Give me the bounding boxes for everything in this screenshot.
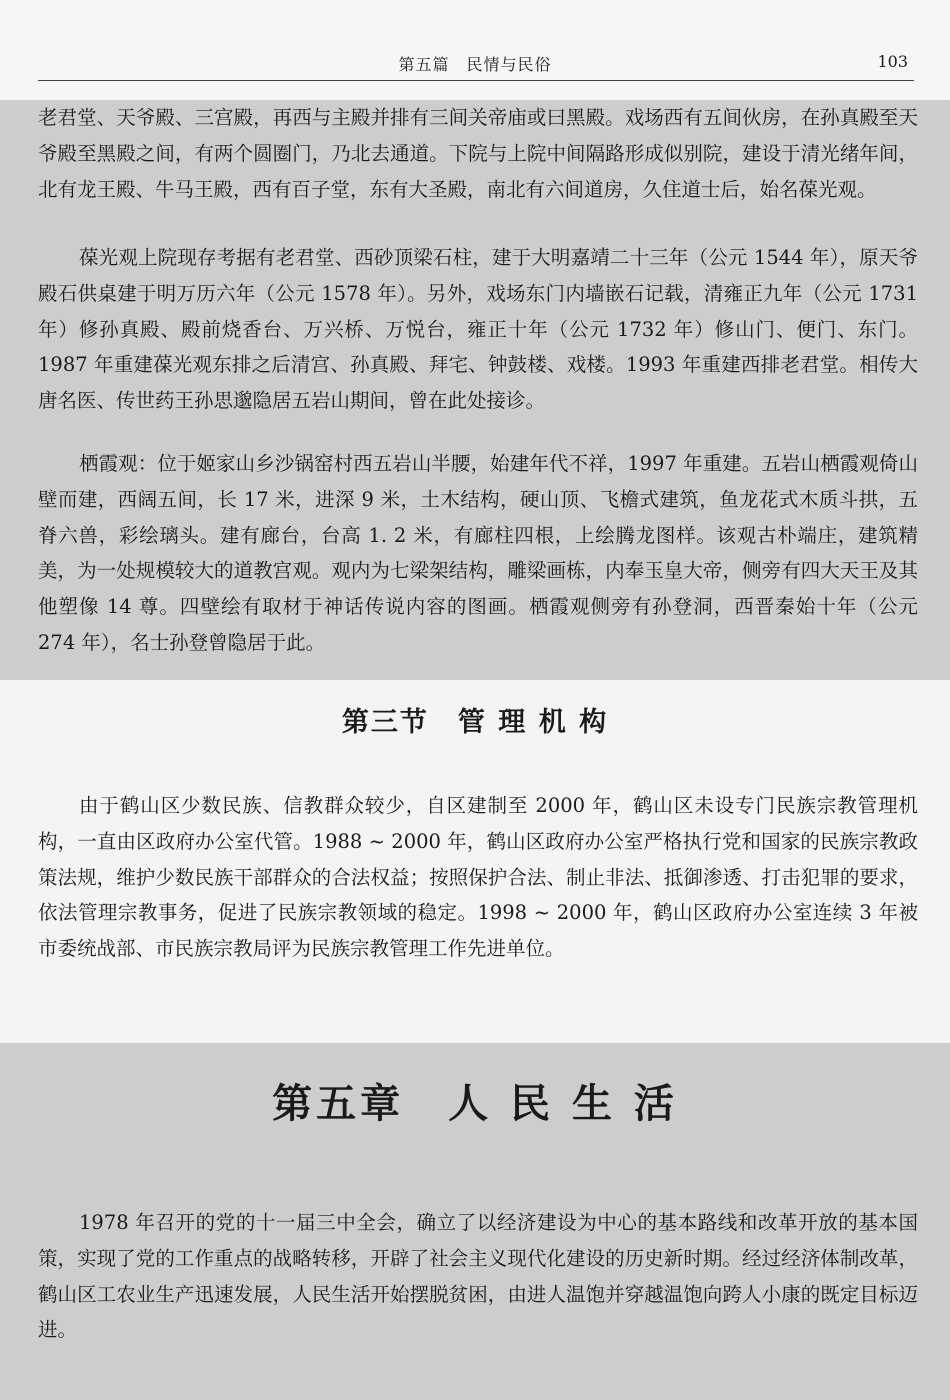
paragraph-qixia-temple: 栖霞观：位于姬家山乡沙锅窑村西五岩山半腰，始建年代不祥，1997 年重建。五岩山栖霞观倚山壁而建，西阔五间，长 17 米，进深 9 米，土木结构，硬山顶、飞檐式建筑，鱼龙花式木质斗拱，五脊六兽，彩绘璃头。建有廊台，台高 1. 2 米，有廊柱四根，上绘腾龙图样。该观古朴端庄，建筑精美，为一处规模较大的道教宫观。观内为七梁架结构，雕梁画栋，内奉玉皇大帝，侧旁有四大天王及其他塑像 14 尊。四壁绘有取材于神话传说内容的图画。栖霞观侧旁有孙登洞，西晋秦始十年（公元 274 年），名士孙登曾隐居于此。: [38, 452, 918, 654]
paragraph-management: 由于鹤山区少数民族、信教群众较少，自区建制至 2000 年，鹤山区未设专门民族宗教管理机构，一直由区政府办公室代管。1988 ~ 2000 年，鹤山区政府办公室严格执行党和国家的民族宗教政策法规，维护少数民族干部群众的合法权益；按照保护合法、制止非法、抵御渗透、打击犯罪的要求，依法管理宗教事务，促进了民族宗教领域的稳定。1998 ~ 2000 年，鹤山区政府办公室连续 3 年被市委统战部、市民族宗教局评为民族宗教管理工作先进单位。: [38, 794, 918, 961]
chapter-title: 第五章 人 民 生 活: [272, 1080, 678, 1127]
paragraph-people-life: 1978 年召开的党的十一届三中全会，确立了以经济建设为中心的基本路线和改革开放的基本国策，实现了党的工作重点的战略转移，开辟了社会主义现代化建设的历史新时期。经过经济体制改革，鹤山区工农业生产迅速发展，人民生活开始摆脱贫困，由进人温饱并穿越温饱向跨人小康的既定目标迈进。: [38, 1211, 918, 1342]
paragraph-baoguang-history: 葆光观上院现存考据有老君堂、西砂顶梁石柱，建于大明嘉靖二十三年（公元 1544 年），原天爷殿石供桌建于明万历六年（公元 1578 年）。另外，戏场东门内墙嵌石记载，清雍正九年（公元 1731 年）修孙真殿、殿前烧香台、万兴桥、万悦台，雍正十年（公元 1732 年）修山门、便门、东门。1987 年重建葆光观东排之后清宫、孙真殿、拜宅、钟鼓楼、戏楼。1993 年重建西排老君堂。相传大唐名医、传世药王孙思邈隐居五岩山期间，曾在此处接诊。: [38, 246, 918, 413]
section-title: 第三节 管 理 机 构: [341, 707, 609, 738]
paragraph-temple-layout: 老君堂、天爷殿、三宫殿，再西与主殿并排有三间关帝庙或曰黑殿。戏场西有五间伙房，在孙真殿至天爷殿至黑殿之间，有两个圆圈门，乃北去通道。下院与上院中间隔路形成似别院，建设于清光绪年间，北有龙王殿、牛马王殿，西有百子堂，东有大圣殿，南北有六间道房，久住道士后，始名葆光观。: [38, 106, 918, 201]
page-header: [0, 0, 950, 100]
header-rule: [38, 80, 914, 81]
page-number: 103: [877, 52, 908, 71]
running-title: 第五篇 民情与民俗: [398, 55, 552, 74]
